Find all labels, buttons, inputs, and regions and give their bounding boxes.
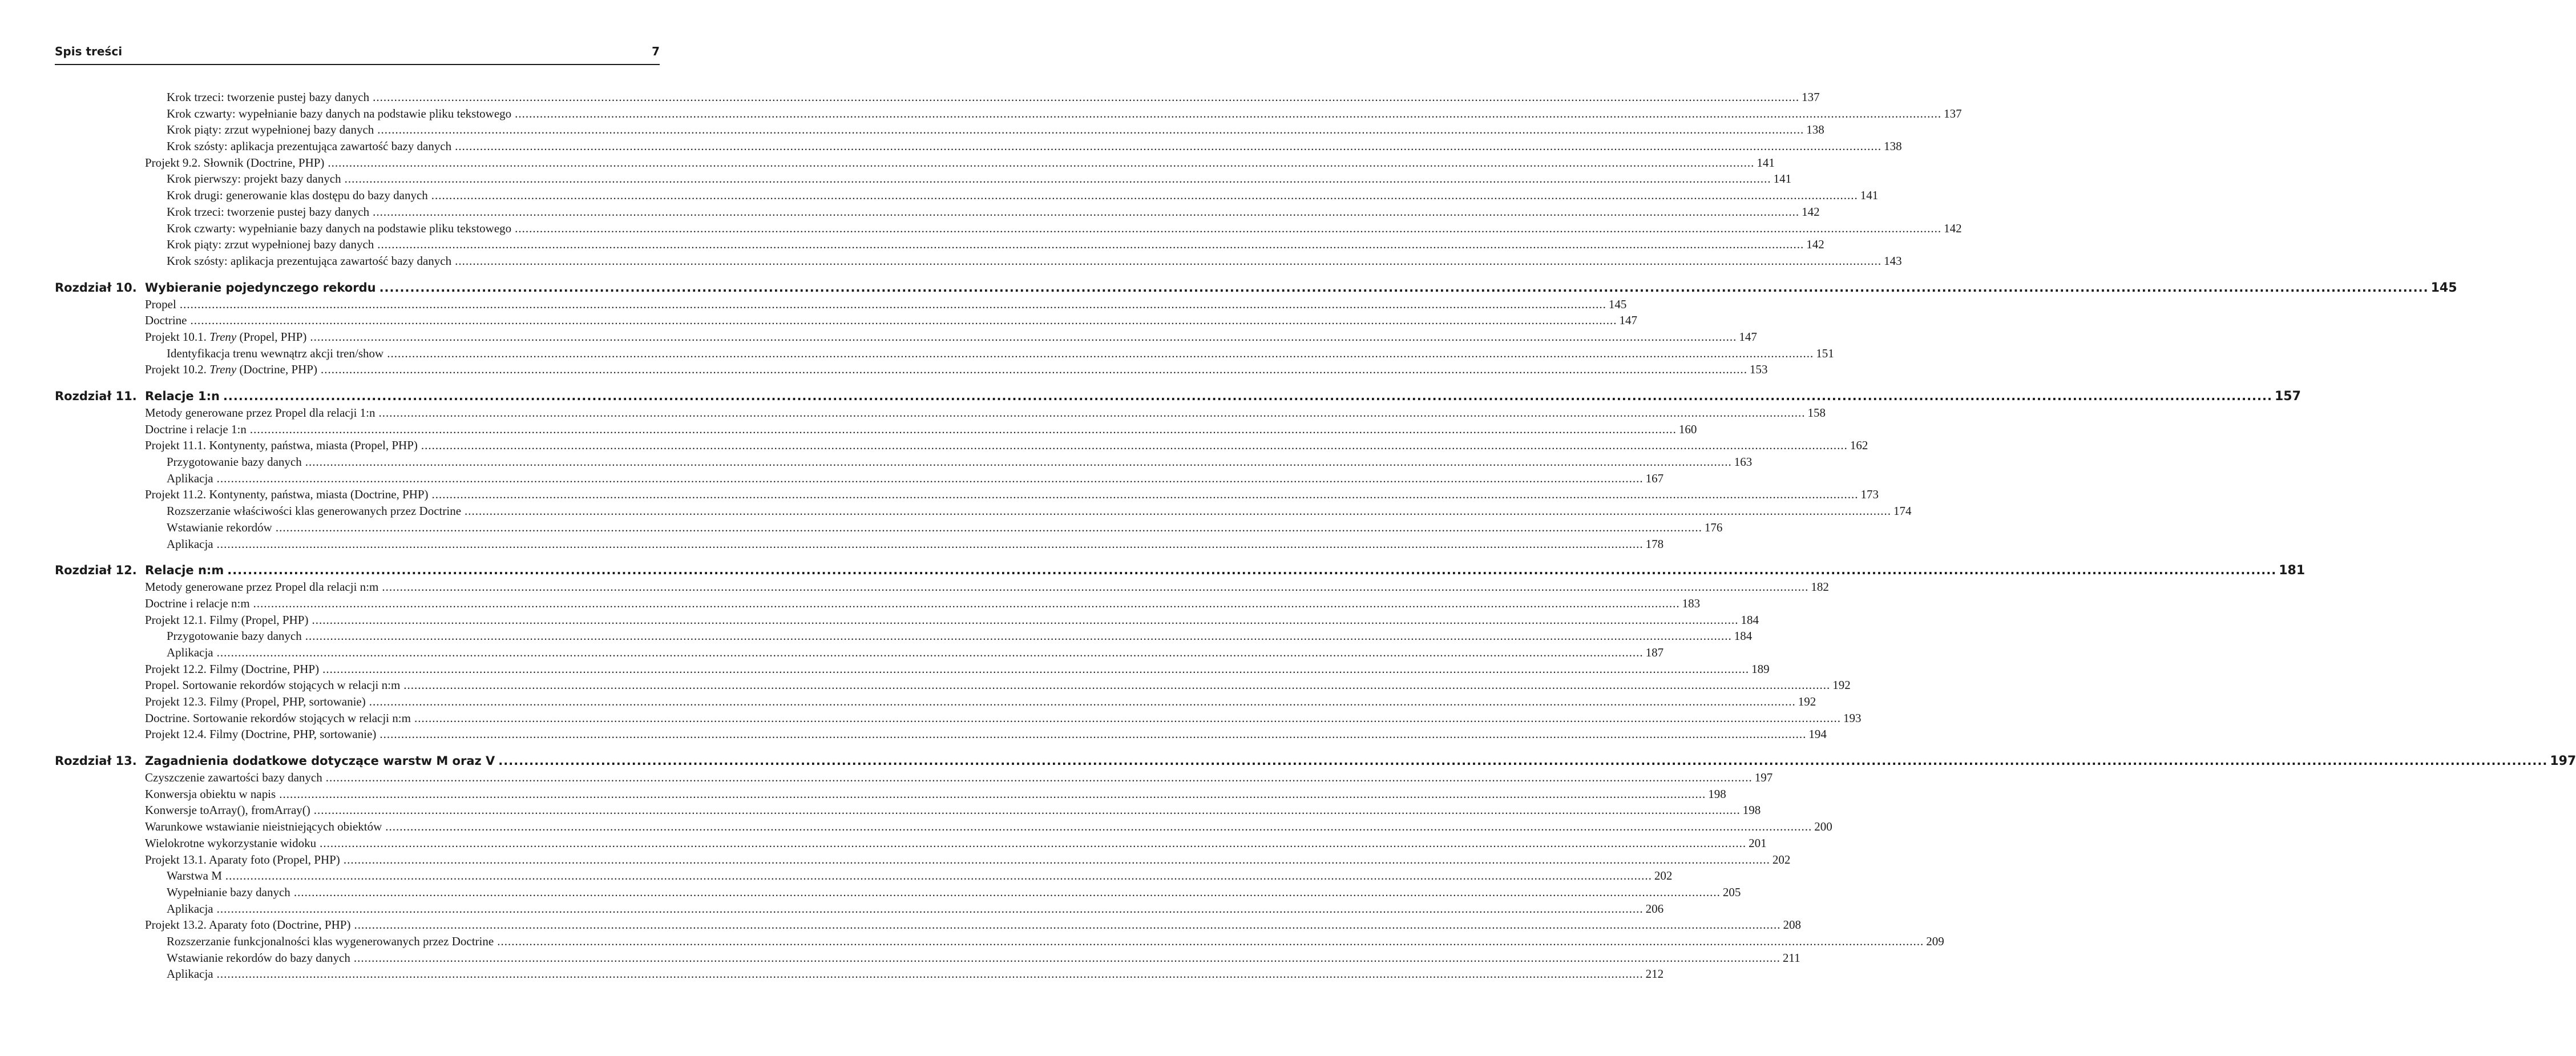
entry-title (167, 503, 465, 519)
entry-text: Propel (145, 297, 176, 311)
entry-text: Krok szósty: aplikacja prezentująca zawartość bazy danych (167, 139, 452, 154)
dot-leader: ................................................................................................................................................................................................................................................................................................................................................................................................................ (216, 645, 1644, 659)
chapter-number: Rozdział 10. (55, 280, 137, 295)
entry-page-number: 198 (1742, 803, 1761, 817)
toc-entry-row (55, 579, 1829, 595)
entry-text: Krok piąty: zrzut wypełnionej bazy danych (167, 237, 374, 252)
entry-title (167, 187, 431, 204)
entry-title (167, 236, 377, 253)
chapter-number: Rozdział 11. (55, 389, 137, 403)
toc-entry-row (55, 536, 1664, 553)
toc-entry-row (55, 171, 1792, 187)
dot-leader: ................................................................................................................................................................................................................................................................................................................................................................................................................ (310, 329, 1737, 344)
toc-entry-row (55, 421, 1697, 438)
entry-page-number: 174 (1893, 504, 1912, 518)
dot-leader: ................................................................................................................................................................................................................................................................................................................................................................................................................ (279, 787, 1706, 801)
toc-entry-row (55, 329, 1757, 345)
entry-text: Doctrine i relacje n:m (145, 596, 250, 610)
entry-text: Doctrine. Sortowanie rekordów stojących w relacji n:m (145, 711, 411, 725)
dot-leader: ................................................................................................................................................................................................................................................................................................................................................................................................................ (320, 836, 1747, 850)
entry-text: Projekt 10.1. (145, 329, 207, 344)
entry-text: Krok trzeci: tworzenie pustej bazy danych (167, 90, 370, 104)
entry-page-number: 151 (1816, 346, 1834, 360)
chapter-label (55, 562, 227, 579)
dot-leader: ................................................................................................................................................................................................................................................................................................................................................................................................................ (515, 221, 1942, 235)
toc-entry-row (55, 253, 1902, 269)
entry-text: Przygotowanie bazy danych (167, 629, 302, 643)
toc-entry-row (55, 710, 1862, 727)
entry-text: Aplikacja (167, 537, 213, 551)
dot-leader: ................................................................................................................................................................................................................................................................................................................................................................................................................ (515, 106, 1942, 120)
entry-text: Projekt 12.2. Filmy (Doctrine, PHP) (145, 662, 320, 676)
toc-entry-row (55, 901, 1664, 917)
toc-entry-row (55, 933, 1944, 950)
dot-leader: ................................................................................................................................................................................................................................................................................................................................................................................................................ (190, 313, 1617, 328)
entry-title (145, 786, 279, 803)
entry-title (167, 884, 294, 901)
toc-entry-row (55, 950, 1800, 966)
entry-page-number: 212 (1645, 967, 1664, 981)
chapter-title: Relacje 1:n (145, 389, 220, 403)
entry-page-number: 142 (1944, 221, 1962, 235)
dot-leader: ................................................................................................................................................................................................................................................................................................................................................................................................................ (431, 188, 1858, 203)
entry-page-number: 145 (1608, 297, 1627, 311)
entry-text: Czyszczenie zawartości bazy danych (145, 771, 322, 785)
toc-entry-row (55, 917, 1801, 933)
toc-entry-row (55, 454, 1753, 470)
entry-page-number: 183 (1682, 596, 1701, 610)
entry-text: Wstawianie rekordów (167, 520, 272, 534)
entry-title (167, 966, 217, 982)
entry-text: Doctrine i relacje 1:n (145, 422, 247, 436)
entry-text: Doctrine (145, 313, 187, 328)
entry-text: Konwersje toArray(), fromArray() (145, 803, 310, 817)
dot-leader: ................................................................................................................................................................................................................................................................................................................................................................................................................ (379, 280, 2429, 295)
dot-leader: ................................................................................................................................................................................................................................................................................................................................................................................................................ (216, 471, 1644, 485)
toc-entry-row (55, 694, 1816, 710)
dot-leader: ................................................................................................................................................................................................................................................................................................................................................................................................................ (216, 901, 1644, 916)
entry-page-number: 173 (1860, 487, 1879, 502)
toc-entry-row (55, 519, 1723, 536)
entry-title (145, 819, 385, 835)
entry-page-number: 158 (1807, 406, 1826, 420)
toc-entry-row (55, 726, 1827, 743)
entry-text: Wypełnianie bazy danych (167, 885, 290, 899)
entry-title (167, 171, 345, 187)
toc-entry-row (55, 236, 1824, 253)
dot-leader: ................................................................................................................................................................................................................................................................................................................................................................................................................ (227, 563, 2277, 578)
toc-entry-row (55, 868, 1673, 884)
dot-leader: ................................................................................................................................................................................................................................................................................................................................................................................................................ (498, 754, 2548, 768)
toc-entry-row (55, 884, 1741, 901)
dot-leader: ................................................................................................................................................................................................................................................................................................................................................................................................................ (377, 123, 1804, 137)
dot-leader: ................................................................................................................................................................................................................................................................................................................................................................................................................ (320, 362, 1747, 377)
toc-entry-row (55, 966, 1664, 982)
entry-page-number: 187 (1645, 645, 1664, 659)
dot-leader: ................................................................................................................................................................................................................................................................................................................................................................................................................ (373, 204, 1800, 219)
toc-entry-row (55, 786, 1726, 803)
entry-title (145, 329, 310, 345)
entry-page-number: 206 (1645, 901, 1664, 916)
dot-leader: ................................................................................................................................................................................................................................................................................................................................................................................................................ (377, 237, 1804, 252)
entry-title (145, 579, 382, 595)
chapter-label (55, 279, 379, 296)
toc-entry-row (55, 312, 1637, 329)
entry-page-number: 205 (1722, 885, 1741, 899)
entry-page-number: 138 (1884, 139, 1902, 154)
entry-title (167, 253, 455, 269)
dot-leader: ................................................................................................................................................................................................................................................................................................................................................................................................................ (369, 695, 1796, 708)
entry-text: Wielokrotne wykorzystanie widoku (145, 836, 317, 850)
entry-title (145, 405, 379, 421)
entry-text: Projekt 13.2. Aparaty foto (Doctrine, PHP) (145, 918, 351, 932)
dot-leader: ................................................................................................................................................................................................................................................................................................................................................................................................................ (378, 406, 1806, 420)
entry-page-number: 167 (1645, 471, 1664, 485)
entry-text: Warunkowe wstawianie nieistniejących obiektów (145, 820, 382, 834)
entry-text: Projekt 12.1. Filmy (Propel, PHP) (145, 612, 309, 627)
chapter-page-number: 157 (2274, 389, 2301, 404)
toc-entry-row (55, 220, 1962, 237)
toc-entry-row (55, 204, 1820, 220)
dot-leader: ................................................................................................................................................................................................................................................................................................................................................................................................................ (431, 487, 1859, 502)
toc-entry-row (55, 106, 1962, 122)
entry-page-number: 176 (1704, 520, 1723, 534)
entry-title (145, 155, 328, 171)
toc-entry-row (55, 661, 1770, 678)
dot-leader: ................................................................................................................................................................................................................................................................................................................................................................................................................ (216, 537, 1644, 551)
chapter-title: Relacje n:m (145, 563, 224, 578)
entry-title (145, 296, 180, 313)
entry-page-number: 137 (1802, 90, 1820, 104)
entry-text: Krok czwarty: wypełnianie bazy danych na podstawie pliku tekstowego (167, 106, 512, 120)
entry-page-number: 137 (1944, 106, 1962, 120)
entry-title (145, 852, 344, 868)
dot-leader: ................................................................................................................................................................................................................................................................................................................................................................................................................ (353, 950, 1780, 965)
entry-page-number: 202 (1772, 852, 1791, 866)
entry-text: Krok czwarty: wypełnianie bazy danych na podstawie pliku tekstowego (167, 221, 512, 235)
dot-leader: ................................................................................................................................................................................................................................................................................................................................................................................................................ (421, 438, 1848, 453)
entry-title (145, 917, 354, 933)
toc-entry-row (55, 769, 1773, 786)
dot-leader: ................................................................................................................................................................................................................................................................................................................................................................................................................ (275, 520, 1702, 534)
entry-italic-title: Treny (206, 362, 237, 377)
entry-text: Rozszerzanie właściwości klas generowanych przez Doctrine (167, 504, 462, 518)
entry-page-number: 189 (1751, 662, 1770, 676)
entry-text: Krok trzeci: tworzenie pustej bazy danych (167, 204, 370, 219)
entry-title (167, 470, 217, 487)
dot-leader: ................................................................................................................................................................................................................................................................................................................................................................................................................ (305, 629, 1732, 643)
toc-entry-row (55, 470, 1664, 487)
entry-title (145, 677, 403, 694)
entry-text: Projekt 12.4. Filmy (Doctrine, PHP, sortowanie) (145, 727, 377, 741)
dot-leader: ................................................................................................................................................................................................................................................................................................................................................................................................................ (403, 678, 1831, 692)
entry-page-number: 200 (1814, 820, 1832, 834)
entry-title (167, 454, 305, 470)
dot-leader: ................................................................................................................................................................................................................................................................................................................................................................................................................ (312, 612, 1739, 627)
entry-text: Krok szósty: aplikacja prezentująca zawartość bazy danych (167, 253, 452, 268)
dot-leader: ................................................................................................................................................................................................................................................................................................................................................................................................................ (465, 504, 1892, 518)
entry-text: Projekt 10.2. (145, 362, 207, 377)
entry-title (167, 536, 217, 553)
toc-chapter-row (55, 562, 2306, 579)
entry-page-number: 138 (1806, 123, 1824, 137)
chapter-number: Rozdział 13. (55, 754, 137, 768)
dot-leader: ................................................................................................................................................................................................................................................................................................................................................................................................................ (322, 662, 1750, 676)
entry-title (167, 950, 354, 966)
entry-text: Projekt 12.3. Filmy (Propel, PHP, sortowanie) (145, 695, 366, 708)
entry-page-number: 142 (1802, 204, 1820, 219)
chapter-label (55, 752, 498, 769)
entry-italic-title: Treny (206, 329, 237, 344)
toc-entry-row (55, 595, 1701, 612)
dot-leader: ................................................................................................................................................................................................................................................................................................................................................................................................................ (249, 422, 1677, 436)
dot-leader: ................................................................................................................................................................................................................................................................................................................................................................................................................ (305, 455, 1732, 469)
entry-page-number: 153 (1749, 362, 1768, 377)
dot-leader: ................................................................................................................................................................................................................................................................................................................................................................................................................ (385, 820, 1812, 834)
entry-text: Metody generowane przez Propel dla relacji n:m (145, 580, 379, 594)
chapter-page-number: 181 (2279, 563, 2306, 578)
dot-leader: ................................................................................................................................................................................................................................................................................................................................................................................................................ (414, 711, 1841, 725)
dot-leader: ................................................................................................................................................................................................................................................................................................................................................................................................................ (455, 139, 1882, 154)
dot-leader: ................................................................................................................................................................................................................................................................................................................................................................................................................ (223, 389, 2272, 403)
entry-text: Projekt 13.1. Aparaty foto (Propel, PHP) (145, 852, 340, 866)
entry-title (145, 694, 369, 710)
chapter-label (55, 388, 223, 405)
entry-page-number: 184 (1734, 629, 1753, 643)
toc-entry-row (55, 503, 1912, 519)
dot-leader: ................................................................................................................................................................................................................................................................................................................................................................................................................ (216, 967, 1644, 981)
toc-entry-row (55, 612, 1759, 628)
entry-title (167, 220, 515, 237)
toc-entry-row (55, 89, 1820, 106)
dot-leader: ................................................................................................................................................................................................................................................................................................................................................................................................................ (293, 885, 1721, 899)
entry-page-number: 143 (1884, 253, 1902, 268)
entry-text: Aplikacja (167, 471, 213, 485)
entry-text: Krok pierwszy: projekt bazy danych (167, 172, 341, 186)
entry-text: Projekt 11.2. Kontynenty, państwa, miasta (Doctrine, PHP) (145, 487, 429, 502)
entry-page-number: 163 (1734, 455, 1753, 469)
dot-leader: ................................................................................................................................................................................................................................................................................................................................................................................................................ (313, 803, 1741, 817)
toc-entry-row (55, 345, 1834, 362)
entry-page-number: 198 (1708, 787, 1726, 801)
entry-page-number: 178 (1645, 537, 1664, 551)
toc-entry-row (55, 628, 1753, 644)
toc-entry-row (55, 296, 1627, 313)
dot-leader: ................................................................................................................................................................................................................................................................................................................................................................................................................ (379, 727, 1807, 741)
entry-suffix: (Propel, PHP) (236, 329, 307, 344)
entry-page-number: 194 (1808, 727, 1827, 741)
entry-page-number: 208 (1783, 918, 1801, 932)
toc-entry-row (55, 437, 1868, 454)
entry-title (145, 726, 379, 743)
entry-text: Przygotowanie bazy danych (167, 455, 302, 469)
entry-title (167, 204, 373, 220)
chapter-page-number: 197 (2550, 754, 2576, 769)
entry-title (145, 710, 414, 727)
entry-title (145, 769, 326, 786)
entry-title (145, 312, 190, 329)
entry-title (167, 122, 377, 138)
dot-leader: ................................................................................................................................................................................................................................................................................................................................................................................................................ (328, 155, 1755, 170)
toc-entry-row (55, 644, 1664, 661)
entry-title (145, 595, 253, 612)
entry-page-number: 192 (1832, 678, 1851, 692)
entry-title (167, 628, 305, 644)
running-head-title: Spis treści (55, 45, 123, 58)
entry-title (145, 835, 320, 852)
entry-title (167, 644, 217, 661)
entry-page-number: 197 (1754, 771, 1773, 785)
chapter-title: Zagadnienia dodatkowe dotyczące warstw M oraz V (145, 754, 495, 768)
toc-entry-row (55, 802, 1761, 819)
entry-title (145, 802, 314, 819)
toc-chapter-row (55, 279, 2457, 296)
entry-page-number: 184 (1741, 612, 1759, 627)
entry-page-number: 162 (1850, 438, 1868, 453)
chapter-page-number: 145 (2430, 280, 2457, 295)
entry-title (167, 106, 515, 122)
entry-title (145, 612, 312, 628)
dot-leader: ................................................................................................................................................................................................................................................................................................................................................................................................................ (354, 918, 1781, 932)
dot-leader: ................................................................................................................................................................................................................................................................................................................................................................................................................ (344, 172, 1771, 186)
toc-entry-row (55, 819, 1832, 835)
entry-text: Konwersja obiektu w napis (145, 787, 276, 801)
entry-page-number: 147 (1619, 313, 1637, 328)
toc-entry-row (55, 187, 1879, 204)
toc-entry-row (55, 122, 1824, 138)
entry-title (167, 345, 387, 362)
entry-text: Rozszerzanie funkcjonalności klas wygenerowanych przez Doctrine (167, 934, 494, 948)
chapter-title: Wybieranie pojedynczego rekordu (145, 280, 376, 295)
entry-page-number: 211 (1782, 950, 1800, 965)
toc-entry-row (55, 835, 1767, 852)
entry-title (145, 437, 421, 454)
entry-title (145, 486, 432, 503)
toc-entry-row (55, 155, 1775, 171)
entry-page-number: 201 (1749, 836, 1767, 850)
entry-text: Aplikacja (167, 901, 213, 916)
entry-title (145, 421, 250, 438)
entry-page-number: 209 (1926, 934, 1944, 948)
dot-leader: ................................................................................................................................................................................................................................................................................................................................................................................................................ (497, 934, 1924, 948)
entry-text: Metody generowane przez Propel dla relacji 1:n (145, 406, 376, 420)
entry-title (145, 661, 322, 678)
entry-page-number: 147 (1739, 329, 1757, 344)
dot-leader: ................................................................................................................................................................................................................................................................................................................................................................................................................ (382, 580, 1809, 594)
page-number: 7 (652, 45, 660, 58)
entry-text: Warstwa M (167, 869, 222, 883)
dot-leader: ................................................................................................................................................................................................................................................................................................................................................................................................................ (343, 852, 1770, 866)
toc-entry-row (55, 677, 1851, 694)
entry-text: Aplikacja (167, 967, 213, 981)
entry-page-number: 193 (1843, 711, 1862, 725)
entry-text: Wstawianie rekordów do bazy danych (167, 950, 350, 965)
entry-text: Identyfikacja trenu wewnątrz akcji tren/show (167, 346, 384, 360)
entry-page-number: 202 (1654, 869, 1673, 883)
dot-leader: ................................................................................................................................................................................................................................................................................................................................................................................................................ (179, 297, 1606, 311)
entry-text: Krok piąty: zrzut wypełnionej bazy danych (167, 123, 374, 137)
entry-text: Projekt 9.2. Słownik (Doctrine, PHP) (145, 155, 325, 170)
entry-title (167, 519, 276, 536)
toc-chapter-row (55, 752, 2576, 769)
entry-text: Propel. Sortowanie rekordów stojących w relacji n:m (145, 678, 401, 692)
entry-page-number: 141 (1773, 172, 1792, 186)
entry-page-number: 141 (1860, 188, 1879, 203)
dot-leader: ................................................................................................................................................................................................................................................................................................................................................................................................................ (225, 869, 1652, 883)
entry-page-number: 160 (1678, 422, 1697, 436)
dot-leader: ................................................................................................................................................................................................................................................................................................................................................................................................................ (373, 90, 1800, 104)
running-head (55, 45, 660, 65)
entry-title (167, 868, 225, 884)
entry-text: Aplikacja (167, 645, 213, 659)
table-of-contents (55, 89, 2576, 982)
dot-leader: ................................................................................................................................................................................................................................................................................................................................................................................................................ (455, 253, 1882, 268)
entry-title (167, 933, 497, 950)
toc-entry-row (55, 852, 1791, 868)
entry-page-number: 192 (1798, 695, 1816, 708)
dot-leader: ................................................................................................................................................................................................................................................................................................................................................................................................................ (325, 771, 1753, 785)
dot-leader: ................................................................................................................................................................................................................................................................................................................................................................................................................ (387, 346, 1814, 360)
entry-title (167, 89, 373, 106)
toc-entry-row (55, 405, 1826, 421)
toc-chapter-row (55, 388, 2301, 405)
entry-title (167, 138, 455, 155)
entry-suffix: (Doctrine, PHP) (236, 362, 317, 377)
toc-entry-row (55, 361, 1768, 378)
entry-title (167, 901, 217, 917)
entry-text: Projekt 11.1. Kontynenty, państwa, miasta (Propel, PHP) (145, 438, 418, 453)
entry-page-number: 142 (1806, 237, 1824, 252)
chapter-number: Rozdział 12. (55, 563, 137, 578)
entry-page-number: 182 (1811, 580, 1829, 594)
entry-title (145, 361, 321, 378)
dot-leader: ................................................................................................................................................................................................................................................................................................................................................................................................................ (253, 596, 1680, 610)
entry-text: Krok drugi: generowanie klas dostępu do bazy danych (167, 188, 428, 203)
entry-page-number: 141 (1757, 155, 1775, 170)
toc-entry-row (55, 138, 1902, 155)
toc-entry-row (55, 486, 1879, 503)
